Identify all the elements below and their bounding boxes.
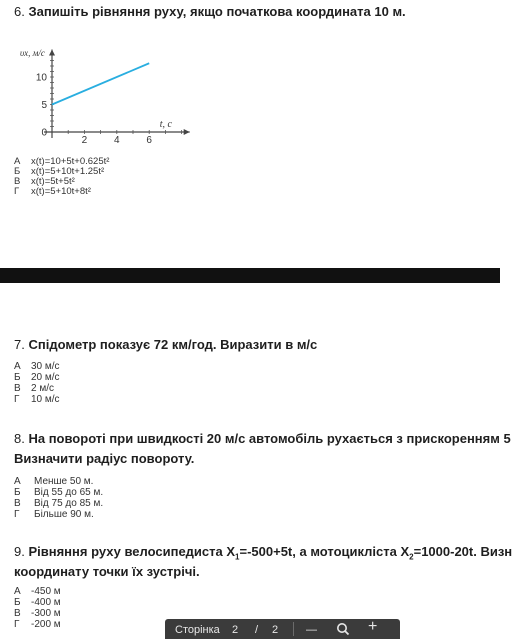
question-6-options xyxy=(14,157,109,197)
page-bottom xyxy=(0,283,512,639)
chart-series xyxy=(52,63,149,104)
toolbar-divider xyxy=(293,622,294,636)
y-axis-arrow xyxy=(49,50,55,56)
zoom-in-button[interactable]: + xyxy=(368,618,378,635)
question-7-options xyxy=(14,361,60,405)
option-g[interactable]: Г x(t)=5+10t+8t² xyxy=(14,186,91,197)
option-g[interactable]: Г 10 м/с xyxy=(14,394,60,405)
option-v[interactable]: В Від 75 до 85 м. xyxy=(14,498,104,509)
y-axis-label: υx, м/с xyxy=(20,48,45,58)
question-6-title xyxy=(14,4,406,19)
option-a[interactable]: А x(t)=10+5t+0.625t² xyxy=(14,156,110,167)
x-axis-label: t, с xyxy=(159,119,172,130)
series-line xyxy=(52,63,149,104)
option-a[interactable]: А Менше 50 м. xyxy=(14,476,94,487)
velocity-time-chart xyxy=(14,32,224,150)
question-8-continuation: Визначити радіус повороту. xyxy=(14,451,195,466)
pdf-page-toolbar xyxy=(165,619,400,639)
zoom-out-button[interactable]: — xyxy=(306,624,317,636)
x-tick-label: 4 xyxy=(114,135,120,146)
question-6-text: Запишіть рівняння руху, якщо початкова координата 10 м. xyxy=(28,4,406,19)
question-8-options xyxy=(14,476,103,520)
y-tick-label: 0 xyxy=(41,127,47,139)
question-7-title: 7. Спідометр показує 72 км/год. Виразити в м/с xyxy=(14,337,318,352)
option-g[interactable]: Г -200 м xyxy=(14,619,61,630)
x-tick-label: 2 xyxy=(81,135,88,146)
option-g[interactable]: Г Більше 90 м. xyxy=(14,509,94,520)
option-b[interactable]: Б x(t)=5+10t+1.25t² xyxy=(14,166,105,177)
x-axis-arrow xyxy=(184,129,190,135)
question-6-number: 6. xyxy=(14,4,25,19)
option-v[interactable]: В 2 м/с xyxy=(14,383,54,394)
y-tick-label: 5 xyxy=(41,100,47,111)
option-b[interactable]: Б 20 м/с xyxy=(14,372,60,383)
current-page-input[interactable]: 2 xyxy=(232,624,239,636)
page-top xyxy=(0,0,500,268)
question-9-options xyxy=(14,586,61,630)
y-tick-label: 10 xyxy=(35,72,47,84)
question-9-title: 9. Рівняння руху велосипедиста $X_1=-500+5t$, а мотоцикліста $X_2=1000-20t$. Визн xyxy=(14,544,512,562)
page-label: Сторінка xyxy=(175,624,220,636)
question-9-continuation: координату точки їх зустрічі. xyxy=(14,564,200,579)
x-tick-label: 6 xyxy=(146,135,152,146)
zoom-icon[interactable] xyxy=(336,622,350,640)
page-separator-slash: / xyxy=(255,624,259,636)
page-separator xyxy=(0,268,500,283)
option-b[interactable]: Б Від 55 до 65 м. xyxy=(14,487,104,498)
option-v[interactable]: В x(t)=5t+5t² xyxy=(14,176,75,187)
option-v[interactable]: В -300 м xyxy=(14,608,61,619)
chart-labels xyxy=(20,48,172,146)
option-b[interactable]: Б -400 м xyxy=(14,597,61,608)
option-a[interactable]: А 30 м/с xyxy=(14,361,60,372)
question-8-title: 8. На повороті при швидкості 20 м/с автомобіль рухається з прискоренням 5 xyxy=(14,431,511,446)
option-a[interactable]: А -450 м xyxy=(14,586,61,597)
total-pages: 2 xyxy=(272,624,279,636)
